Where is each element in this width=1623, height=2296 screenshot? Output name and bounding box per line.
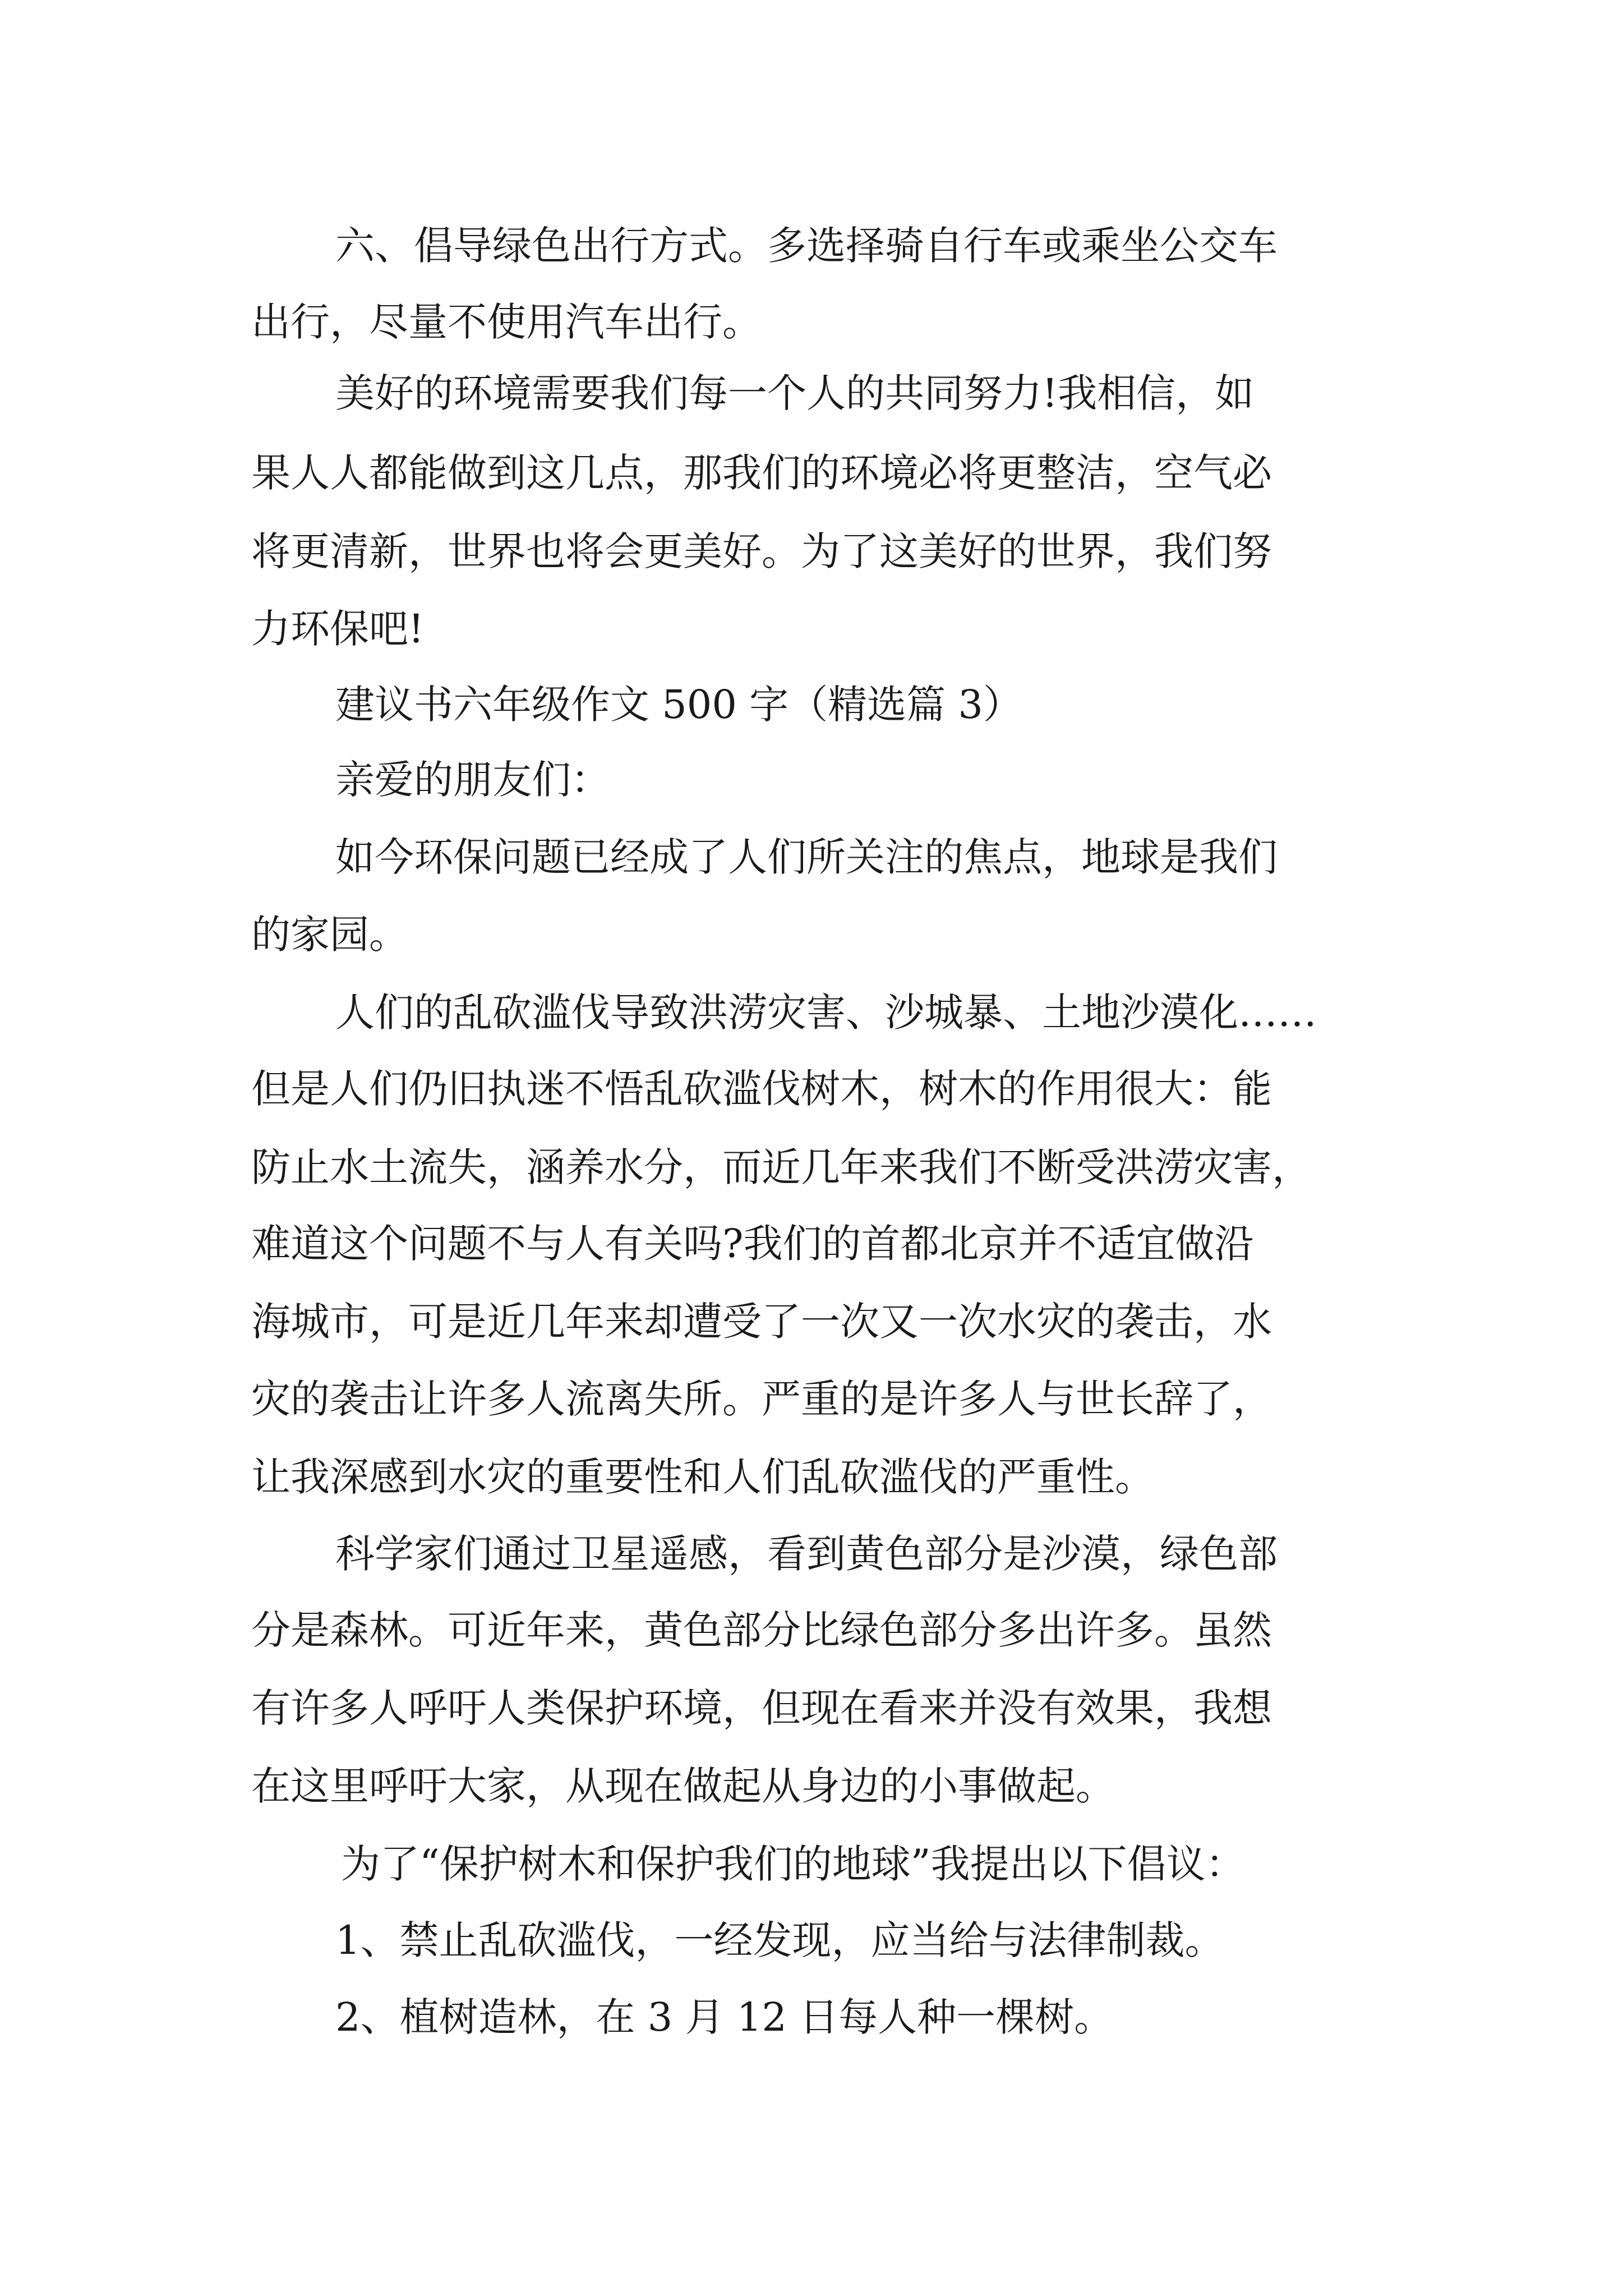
text-line: 科学家们通过卫星遥感，看到黄色部分是沙漠，绿色部 <box>335 1531 1278 1577</box>
text-line: 但是人们仍旧执迷不悟乱砍滥伐树木，树木的作用很大：能 <box>251 1066 1272 1112</box>
text-line: 美好的环境需要我们每一个人的共同努力!我相信，如 <box>335 370 1255 416</box>
text-line: 六、倡导绿色出行方式。多选择骑自行车或乘坐公交车 <box>335 223 1278 269</box>
list-item: 2、植树造林，在 3 月 12 日每人种一棵树。 <box>335 1994 1114 2040</box>
salutation: 亲爱的朋友们： <box>335 757 610 803</box>
text-line: 有许多人呼吁人类保护环境，但现在看来并没有效果，我想 <box>251 1685 1272 1731</box>
text-line: 灾的袭击让许多人流离失所。严重的是许多人与世长辞了， <box>251 1376 1272 1422</box>
text-line: 人们的乱砍滥伐导致洪涝灾害、沙城暴、土地沙漠化…… <box>335 990 1317 1036</box>
text-line: 分是森林。可近年来，黄色部分比绿色部分多出许多。虽然 <box>251 1607 1272 1653</box>
text-line: 让我深感到水灾的重要性和人们乱砍滥伐的严重性。 <box>251 1454 1154 1500</box>
text-line: 为了“保护树木和保护我们的地球”我提出以下倡议： <box>341 1841 1245 1887</box>
text-line: 如今环保问题已经成了人们所关注的焦点，地球是我们 <box>335 834 1278 880</box>
text-line: 海城市，可是近几年来却遭受了一次又一次水灾的袭击，水 <box>251 1299 1272 1345</box>
text-line: 防止水土流失，涵养水分，而近几年来我们不断受洪涝灾害， <box>251 1144 1311 1190</box>
text-line: 的家园。 <box>251 912 408 958</box>
text-line: 出行，尽量不使用汽车出行。 <box>251 299 762 345</box>
text-line: 果人人都能做到这几点，那我们的环境必将更整洁，空气必 <box>251 450 1272 496</box>
text-line: 难道这个问题不与人有关吗?我们的首都北京并不适宜做沿 <box>251 1221 1254 1267</box>
list-item: 1、禁止乱砍滥伐，一经发现，应当给与法律制裁。 <box>335 1917 1224 1963</box>
section-heading: 建议书六年级作文 500 字（精选篇 3） <box>335 682 1022 728</box>
text-line: 将更清新，世界也将会更美好。为了这美好的世界，我们努 <box>251 528 1272 574</box>
text-line: 力环保吧! <box>251 606 425 652</box>
text-line: 在这里呼吁大家，从现在做起从身边的小事做起。 <box>251 1763 1115 1809</box>
